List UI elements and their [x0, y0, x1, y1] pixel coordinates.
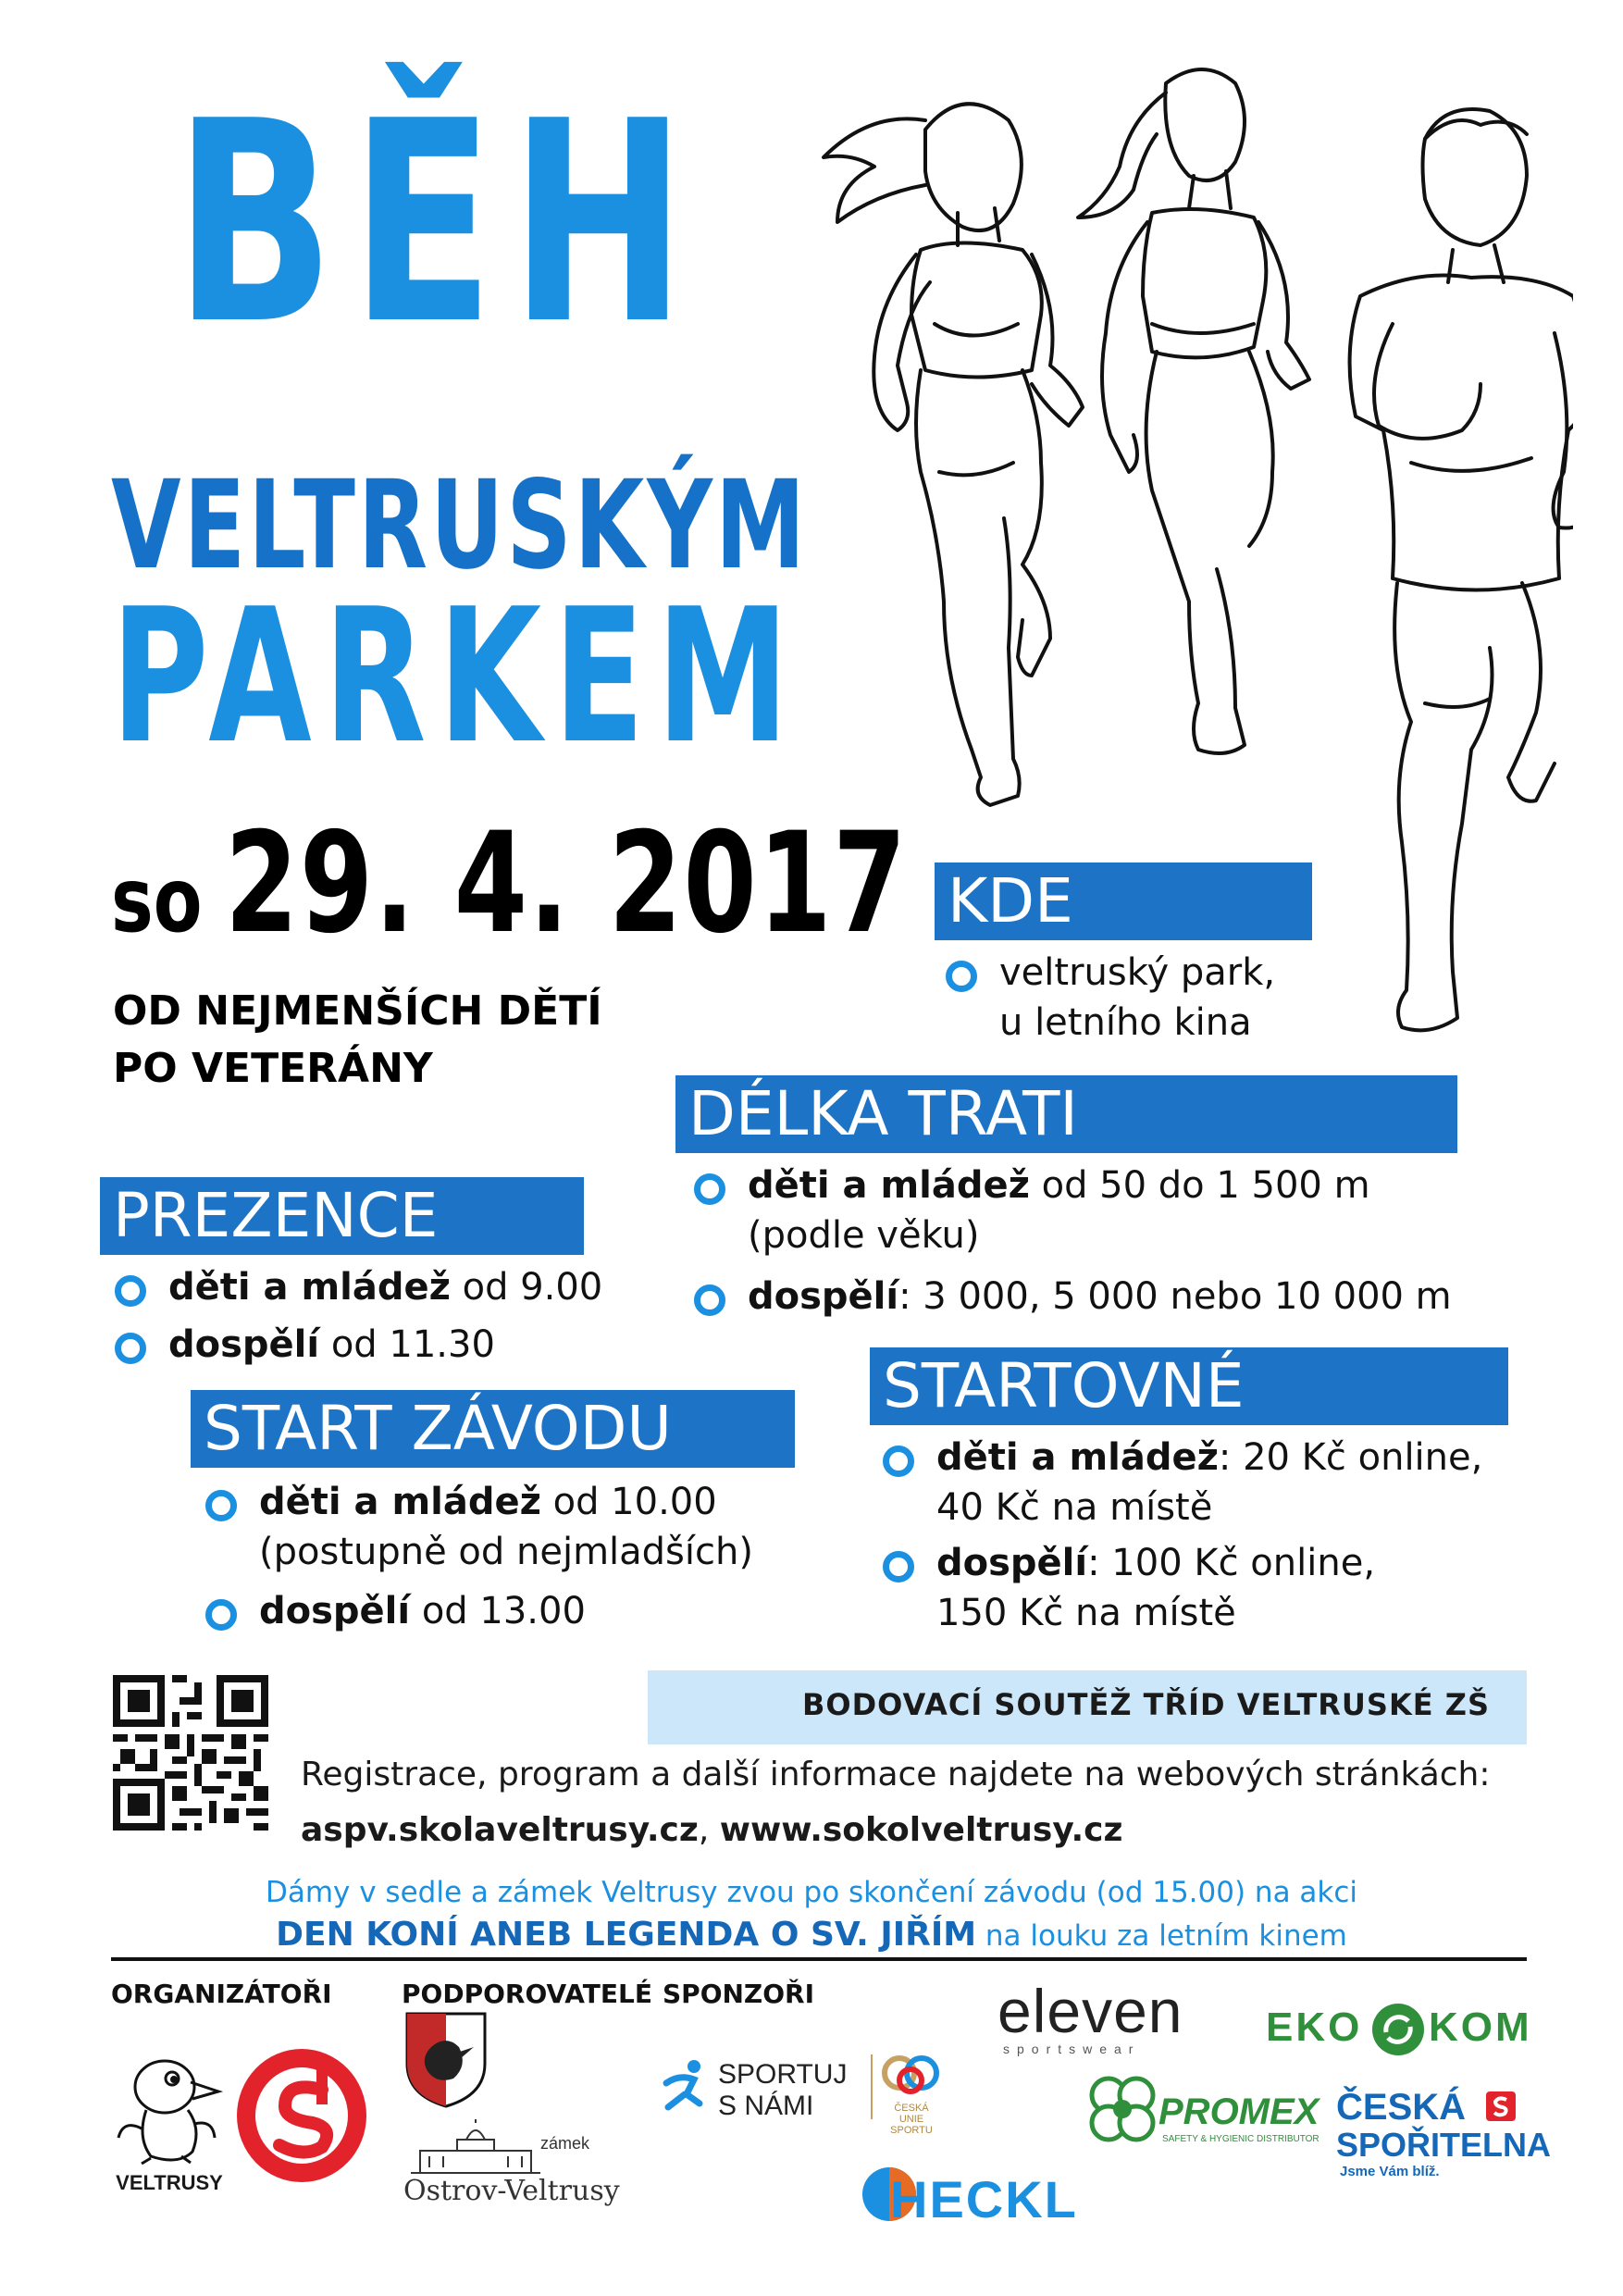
bullet-icon [115, 1275, 146, 1307]
bullet-icon [205, 1490, 237, 1521]
supporters-label: PODPOROVATELÉ [402, 1979, 652, 2009]
start-item-adults: dospělí od 13.00 [204, 1586, 753, 1636]
cs-text-2: SPOŘITELNA [1336, 2126, 1552, 2164]
organizers-label: ORGANIZÁTOŘI [111, 1979, 332, 2009]
ceska-sporitelna-logo [1336, 2087, 1552, 2199]
coat-of-arms-icon [403, 2010, 489, 2110]
title-line-2: VELTRUSKÝM [111, 454, 809, 597]
startovne-item-children: děti a mládež: 20 Kč online, [881, 1433, 1482, 1483]
delka-list [692, 1160, 1452, 1322]
zamek-big-text: Ostrov-Veltrusy [403, 2175, 620, 2207]
promex-text: PROMEX [1158, 2091, 1319, 2132]
startovne-item-adults-continued: 150 Kč na místě [936, 1592, 1236, 1634]
date-value: 29. 4. 2017 [224, 803, 908, 964]
ekokom-text-a: EKO [1266, 2004, 1363, 2050]
heckl-text: HECKL [890, 2170, 1078, 2228]
kde-header: KDE [935, 863, 1312, 940]
prezence-list [113, 1262, 602, 1370]
startovne-item-children-continued: 40 Kč na místě [936, 1486, 1213, 1529]
registration-info [301, 1747, 1491, 1858]
bullet-icon [883, 1551, 914, 1582]
link-aspv[interactable]: aspv.skolaveltrusy.cz [301, 1811, 699, 1849]
bullet-icon [205, 1599, 237, 1631]
runner-woman-middle [1078, 69, 1309, 753]
rings-icon [879, 2047, 944, 2099]
start-list [204, 1477, 753, 1636]
bullet-icon [694, 1285, 725, 1316]
kde-item: veltruský park, [944, 948, 1275, 998]
tagline-line-1: OD NEJMENŠÍCH DĚTÍ [113, 987, 602, 1035]
clover-icon [1081, 2067, 1164, 2151]
bullet-icon [115, 1333, 146, 1364]
startovne-header: STARTOVNÉ [870, 1347, 1508, 1425]
sportuj-logo [657, 2050, 848, 2142]
castle-icon [402, 2119, 550, 2175]
zamek-logo [402, 2119, 624, 2212]
divider [111, 1957, 1527, 1961]
cus-logo [879, 2047, 962, 2140]
prezence-header: PREZENCE [100, 1177, 584, 1255]
registration-text: Registrace, program a další informace najdete na webových stránkách: [301, 1756, 1491, 1793]
cs-text-1: ČESKÁ [1336, 2087, 1467, 2128]
title-line-1: BĚH [174, 62, 702, 385]
runner-man-right [1350, 109, 1573, 1030]
title-line-3: PARKEM [111, 569, 801, 785]
link-sokol[interactable]: www.sokolveltrusy.cz [719, 1811, 1123, 1849]
contest-banner [648, 1670, 1527, 1744]
cus-text: ČESKÁ UNIE SPORTU [890, 2103, 933, 2136]
tagline-line-2: PO VETERÁNY [113, 1045, 433, 1092]
logo-divider [871, 2054, 873, 2119]
event-tail: na louku za letním kinem [976, 1919, 1347, 1953]
promex-sub: SAFETY & HYGIENIC DISTRIBUTOR [1162, 2134, 1319, 2144]
cs-mark-icon [1484, 2090, 1518, 2123]
event-highlight: DEN KONÍ ANEB LEGENDA O SV. JIŘÍM [276, 1916, 977, 1954]
kde-list [944, 948, 1275, 1048]
startovne-item-adults: dospělí: 100 Kč online, [881, 1538, 1482, 1588]
ekokom-text-b: KOM [1429, 2004, 1532, 2050]
bullet-icon [946, 961, 977, 992]
registration-links: aspv.skolaveltrusy.cz, www.sokolveltrusy.cz [301, 1811, 1123, 1849]
event-note-line-1: Dámy v sedle a zámek Veltrusy zvou po skončení závodu (od 15.00) na akci [265, 1876, 1358, 1909]
start-header: START ZÁVODU [191, 1390, 795, 1468]
kde-item-continued: u letního kina [999, 1001, 1252, 1044]
event-note [0, 1871, 1623, 1957]
sponsors-label: SPONZOŘI [663, 1979, 815, 2009]
prezence-item-children: děti a mládež od 9.00 [113, 1262, 602, 1312]
runner-figure-icon [657, 2057, 712, 2113]
event-note-line-2 [0, 1914, 1623, 1957]
delka-header: DÉLKA TRATI [675, 1075, 1457, 1153]
start-item-children-continued: (postupně od nejmladších) [259, 1531, 753, 1573]
delka-item-children: děti a mládež od 50 do 1 500 m [692, 1160, 1452, 1210]
startovne-list [881, 1433, 1482, 1638]
heckl-logo [861, 2162, 1092, 2236]
contest-text: BODOVACÍ SOUTĚŽ TŘÍD VELTRUSKÉ ZŠ [802, 1687, 1490, 1722]
recycle-icon [1369, 2001, 1427, 2058]
eleven-sub: sportswear [1003, 2042, 1141, 2056]
ekokom-logo [1266, 1999, 1534, 2064]
zamek-small-text: zámek [540, 2134, 590, 2153]
start-item-children: děti a mládež od 10.00 [204, 1477, 753, 1527]
bullet-icon [883, 1446, 914, 1477]
aspv-logo [109, 2045, 229, 2193]
promex-logo [1081, 2067, 1340, 2160]
bird-icon [109, 2045, 229, 2166]
qr-code[interactable] [113, 1675, 268, 1831]
eleven-logo [997, 1977, 1220, 2056]
prezence-item-adults: dospělí od 11.30 [113, 1320, 602, 1370]
runner-woman-left [824, 104, 1083, 805]
aspv-logo-text: VELTRUSY [116, 2171, 223, 2194]
eleven-text: eleven [997, 1977, 1183, 2045]
cs-text-3: Jsme Vám blíž. [1340, 2164, 1440, 2179]
bullet-icon [694, 1173, 725, 1205]
delka-item-adults: dospělí: 3 000, 5 000 nebo 10 000 m [692, 1272, 1452, 1322]
sokol-logo [233, 2045, 370, 2186]
sportuj-text: SPORTUJ S NÁMI [718, 2059, 848, 2121]
date-day: so [111, 849, 203, 952]
delka-item-children-continued: (podle věku) [748, 1214, 980, 1257]
